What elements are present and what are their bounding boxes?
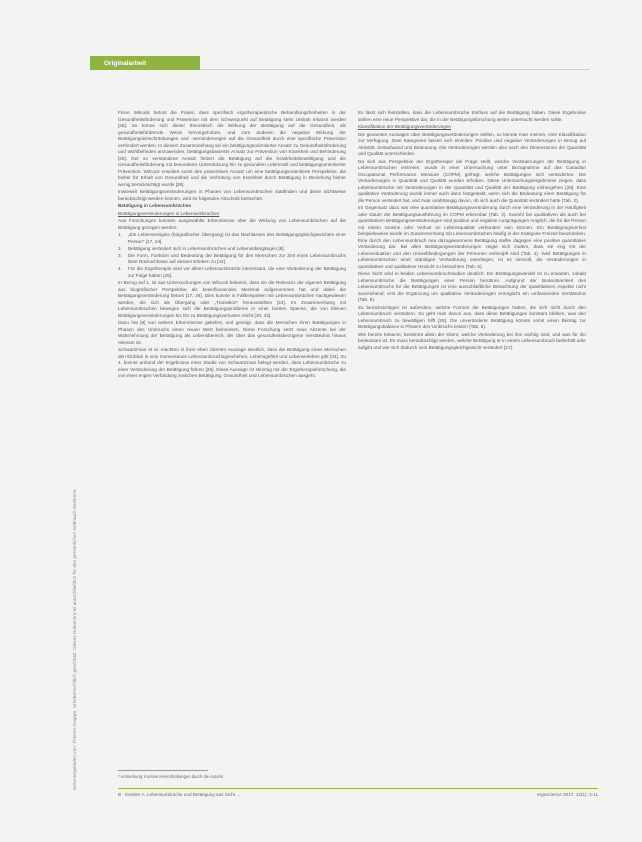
list-item [118,266,346,279]
paragraph: Schwartzman et al. machten in ihrer eben zitierten Aussage deutlich, dass die Betätigung eines Menschen den Einblick in sein momentanes Lebensumbruchsgeschehen, Lebensgefühl und Lebenserleben gibt [34]. Zu 4. konnte anhand der Ergebnisse einer Studie von Schwartzman belegt werden, dass Lebensumbrüche zu einer Veränderung der Betätigung führen [25]. Diese Aussage ist stimmig mit der Ergotherapieforschung, die von einer engen Verbindung zwischen Betätigung, Gesundheit und Lebensumbrüchen ausgeht. [118,347,346,378]
paragraph: Wie bereits bekannt, bestimmt allein der Klient, welche Veränderung bei ihm wichtig sind, und was für ihn bedeutsam ist. Es muss berücksichtigt werden, welche Betätigung er in einem Lebensumbruch beibehält oder aufgibt und wie sich dadurch sein Betätigungsgleichgewicht verändert [27]. [358,331,586,350]
paragraph: Die gesamten Aussagen über Betätigungsveränderungen stellen, so könnte man meinen, eine Klassifikation zur Verfügung. Zwei Kategorien lassen sich einteilen: Positive und negative Veränderungen in Bezug auf Aktivität, Zeitaufwand und Bedeutung. Die Veränderungen werden also nach den Dimensionen der Quantität und Qualität unterschieden. [358,131,586,156]
paragraph: Dazu hat [8] nun weitere Erkenntnisse geliefert, und gezeigt, dass die Menschen ihren Betätigungen in Phasen des Umbruchs einen neuen Wert beimessen. Diese Forschung setzt neue Akzente bei der Wahrnehmung der Betätigung als Lebensbereich, der über das gesundheitsbezogene Verständnis hinaus relevant ist. [118,320,346,345]
footnote: * Anmerkung: Kursive Hervorhebungen durch die Autorin [118,774,224,779]
left-column [118,110,346,381]
numbered-list [118,232,346,279]
paragraph: Zu berücksichtigen ist außerdem, welche Formen die Betätigungen haben, die sich nicht durch den Lebensumbruch verändern. So geht man davon aus, dass diese Betätigungen konstant bleiben, was den Lebensumbruch zu bewältigen hilft [28]. Die unveränderte Betätigung könnte somit einen Beitrag zur Betätigungsbalance in Phasen des Umbruchs leisten (Tab. 5). [358,304,586,329]
list-text: Betätigung verändert sich in Lebensumbrüchen und Lebensübergängen [8]. [128,245,285,251]
list-number: 3. [118,252,122,258]
list-text: Für die Ergotherapie sind vor allem Lebensumbrüche interessant, die eine Veränderung der Betätigung zur Folge haben [25]. [128,266,346,278]
paragraph: Aus Forschungen konnten ausgewählte Erkenntnisse über die Wirkung von Lebensumbrüchen auf die Betätigung gezogen werden: [118,218,346,230]
paragraph: Da sich aus Perspektive der Ergotherapie die Frage stellt, welche Veränderungen der Betätigung in Lebensumbrüchen eintreten, wurde in einer Untersuchung unter Bezugnahme auf das Canadian Occupational Performance Measure (COPM) gefragt, welche Betätigungen sich veränderten. Die Veränderungen in Quantität und Qualität wurden erhoben. Diese Untersuchungsergebnisse zeigen, dass Lebensumbrüche mit Veränderungen in der Quantität und Qualität der Betätigung einhergehen [28]. Eine qualitative Veränderung wurde immer auch dann festgestellt, wenn sich die Bedeutung einer Betätigung für die Person verändert hat, und zwar unabhängig davon, ob sich auch die Quantität verändert hatte (Tab. 2). [358,158,586,203]
subsection-heading: Klassifikation der Betätigungsveränderungen [358,124,452,129]
side-note [58,90,78,790]
side-note-text: Heruntergeladen von: Thieme Gruppe. Urheberrechtlich geschützt. Dieses Dokument ist ausschließlich für den persönlichen Gebrauch bestimmt. [72,488,77,790]
paragraph: Diese Sicht wird in beiden Lebensumbruchstudien deutlich: Ein Betätigungswandel ist zu erwarten, sobald Lebensumbrüche die Betätigungen einer Person berühren. Aufgrund der Bedeutsamkeit des Lebensumbruchs für die Betätigungen ist eine ausschließliche Betrachtung der quantitativen Aspekte nicht ausreichend; erst die Ergänzung um qualitative Veränderungen ermöglicht ein umfassendes Verständnis (Tab. 5). [358,271,586,302]
paragraph: Finne Wilcock betont die Praxis, dass spezifisch ergotherapeutische Behandlungsfreiheiten in der Gesundheitsförderung und Prävention mit dem Schwerpunkt auf Betätigung stets zeitnah erkannt werden [26]. So könne sich dieser theoretisch die Wirkung der Betätigung auf die Gesundheit, als gesundheitsfördernde Weise hervorgehoben, und zum anderen die negative Wirkung der Betätigungseinschränkungen und -verminderungen auf die Gesundheit durch eine spezifische Prävention verhindert werden. In diesem Zusammenhang sei ein betätigungsorientierter Ansatz zu Gesundheitsförderung und Wohlbefinden anzuwenden, betätigungsbasierter Ansatz zur Prävention von Krankheit und Behinderung [26]. Der so verstandene Ansatz fördert die Betätigung auf die Krankheitsbewältigung und die Gesundheitsförderung mit besonderer Unterstützung hin zu gesundem Lebensstil und betätigungsorientierter Prävention. Wilcock erweitert somit den präventiven Ansatz um eine betätigungsorientierte Perspektive, die bisher für Erhalt von Gesundheit und die Verhütung von Krankheit durch Betätigung in Beziehung bisher wenig berücksichtigt wurde [26]. [118,110,346,187]
list-number: 4. [118,266,122,271]
top-rule [200,69,590,70]
section-heading: Betätigung in Lebensumbrüchen [118,203,192,208]
category-label: Originalarbeit [104,59,147,67]
list-text: Die Form, Funktion und Bedeutung der Betätigung für den Menschen zur Zeit eines Lebensumbruchs lässt Rückschlüsse auf dessen Erleben zu [34]. [128,252,346,264]
paragraph: Inwieweit Betätigungsveränderungen in Phasen von Lebensumbrüchen stattfinden und diese Sichtweise berücksichtigt werden können, wird im folgenden Abschnitt betrachtet. [118,189,346,201]
footer-rule [118,788,598,789]
list-item [118,253,346,266]
category-tab [90,56,200,70]
list-number: 2. [118,245,122,251]
list-item [118,246,346,253]
list-number: 1. [118,232,122,237]
list-text: „Ein Lebensereignis (biografischer Übergang) ist das Nachlassen des Betätigungsgleichgewichtes einer Person“ [17, 24]. [128,232,346,244]
footnote-rule [118,770,208,771]
paragraph: Im Gegensatz dazu war eine quantitative Betätigungsveränderung durch eine Veränderung in der Häufigkeit oder Dauer der Betätigungsausführung im COPM erkennbar (Tab. 3). Sowohl bei qualitativen als auch bei quantitativen Betätigungsveränderungen sind positive und negative Ausprägungen möglich, die für die Person mit einem Gewinn oder Verlust an Lebensqualität verbunden sein können. Ein Betätigungsverlust beispielsweise wurde im Zusammenhang mit Lebensumbrüchen häufig in der Kategorie Freizeit beschrieben. Eine durch den Lebensumbruch neu dazugewonnene Betätigung stellte dagegen eine positive quantitative Veränderung dar. Bei allen Betätigungsveränderungen zeigte sich zudem, dass sie eng mit der Lebenssituation und den Umweltbedingungen der Personen verknüpft sind (Tab. 4). Weil Betätigungen in Lebensumbrüchen einer ständigen Veränderung unterliegen, ist es sinnvoll, die Veränderungen in quantitativer und qualitativer Hinsicht zu betrachten (Tab. 5). [358,205,586,269]
right-column [358,110,586,352]
paragraph: Es lässt sich feststellen, dass die Lebensumbrüche Einfluss auf die Betätigung haben. Diese Ergebnisse stellen eine neue Perspektive dar, die in der Betätigungsforschung weiter untersucht werden sollte. [358,110,586,122]
subsection-heading: Betätigungsveränderungen in Lebensumbrüchen [118,210,220,216]
list-item [118,232,346,245]
paragraph: In Bezug auf 1. ist aus Untersuchungen von Wilcock bekannt, dass sie die Relevanz der eigenen Betätigung aus biografischer Perspektive als beeinflussendes Merkmal aufgenommen hat und dabei die Betätigungsveränderung betont [17, 26]. Dies konnte in Fallbeispielen mit Lebensumbrüchen nachgewiesen werden, die sich als Übergang oder „Transition“ herausstellten [24]. Im Zusammenhang mit Lebensumbrüchen bewegen sich die Betätigungsprobleme in einer breiten Spanne, die von kleinen Betätigungsveränderungen bis hin zu Betätigungsverlusten reicht [30, 33]. [118,280,346,318]
footer-journal: ergoscience 2017; 12(1): 2-11 [537,792,598,797]
footer-citation: B · Kessler A. Lebensumbrüche und Betätigung aus Sicht ... [118,792,241,797]
